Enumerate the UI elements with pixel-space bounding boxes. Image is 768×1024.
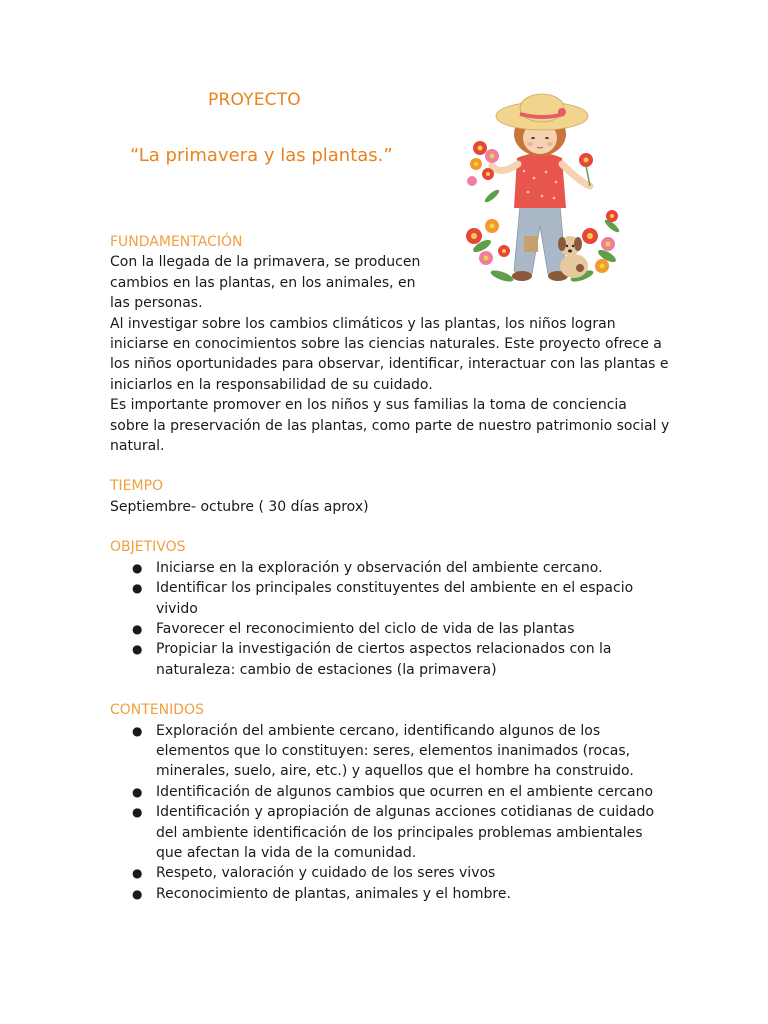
fundamentacion-line-1: Con la llegada de la primavera, se producen	[110, 254, 421, 271]
list-item	[110, 782, 656, 802]
list-item	[110, 802, 656, 863]
tiempo-text: Septiembre- octubre ( 30 días aprox)	[110, 498, 369, 515]
list-item	[110, 863, 656, 883]
list-item-text: Exploración del ambiente cercano, identificando algunos de los elementos que lo constituyen: seres, elementos inanimados (rocas, minerales, suelo, aire, etc.) y aquellos que el hombre ha construido.	[156, 722, 634, 780]
heading-contenidos: CONTENIDOS	[110, 702, 204, 719]
list-item	[110, 578, 656, 619]
heading-tiempo: TIEMPO	[110, 478, 164, 495]
document-subtitle: “La primavera y las plantas.”	[130, 145, 393, 166]
bullet-icon: ●	[132, 866, 143, 881]
fundamentacion-paragraph-3: Es importante promover en los niños y sus familias la toma de conciencia sobre la preservación de las plantas, como parte de nuestro patrimonio social y natural.	[110, 397, 670, 455]
list-item	[110, 721, 656, 782]
list-item-text: Identificación de algunos cambios que ocurren en el ambiente cercano	[156, 783, 654, 800]
list-item	[110, 558, 656, 578]
list-item-text: Identificación y apropiación de algunas acciones cotidianas de cuidado del ambiente identificación de los principales problemas ambientales que afectan la vida de la comunidad.	[156, 804, 655, 861]
document-title: PROYECTO	[208, 90, 301, 110]
list-item	[110, 639, 656, 680]
heading-objetivos: OBJETIVOS	[110, 539, 186, 556]
bullet-icon: ●	[132, 723, 143, 738]
contenidos-list	[110, 721, 670, 905]
document-body	[110, 232, 670, 904]
list-item-text: Respeto, valoración y cuidado de los seres vivos	[156, 865, 496, 882]
objetivos-list	[110, 558, 670, 680]
list-item	[110, 884, 656, 904]
bullet-icon: ●	[132, 642, 143, 657]
bullet-icon: ●	[132, 886, 143, 901]
bullet-icon: ●	[132, 581, 143, 596]
list-item	[110, 619, 656, 639]
bullet-icon: ●	[132, 621, 143, 636]
list-item-text: Reconocimiento de plantas, animales y el hombre.	[156, 885, 511, 902]
list-item-text: Favorecer el reconocimiento del ciclo de vida de las plantas	[156, 620, 575, 637]
list-item-text: Propiciar la investigación de ciertos aspectos relacionados con la naturaleza: cambio de estaciones (la primavera)	[156, 641, 612, 678]
list-item-text: Identificar los principales constituyentes del ambiente en el espacio vivido	[156, 580, 634, 617]
fundamentacion-paragraph-2: Al investigar sobre los cambios climáticos y las plantas, los niños logran iniciarse en conocimientos sobre las ciencias naturales. Este proyecto ofrece a los niños oportunidades para observar, identificar, interactuar con las plantas e iniciarlos en la responsabilidad de su cuidado.	[110, 315, 669, 393]
bullet-icon: ●	[132, 784, 143, 799]
bullet-icon: ●	[132, 805, 143, 820]
list-item-text: Iniciarse en la exploración y observación del ambiente cercano.	[156, 559, 603, 576]
bullet-icon: ●	[132, 560, 143, 575]
heading-fundamentacion: FUNDAMENTACIÓN	[110, 234, 243, 250]
fundamentacion-line-2: cambios en las plantas, en los animales, en	[110, 274, 416, 291]
fundamentacion-line-3: las personas.	[110, 295, 203, 312]
